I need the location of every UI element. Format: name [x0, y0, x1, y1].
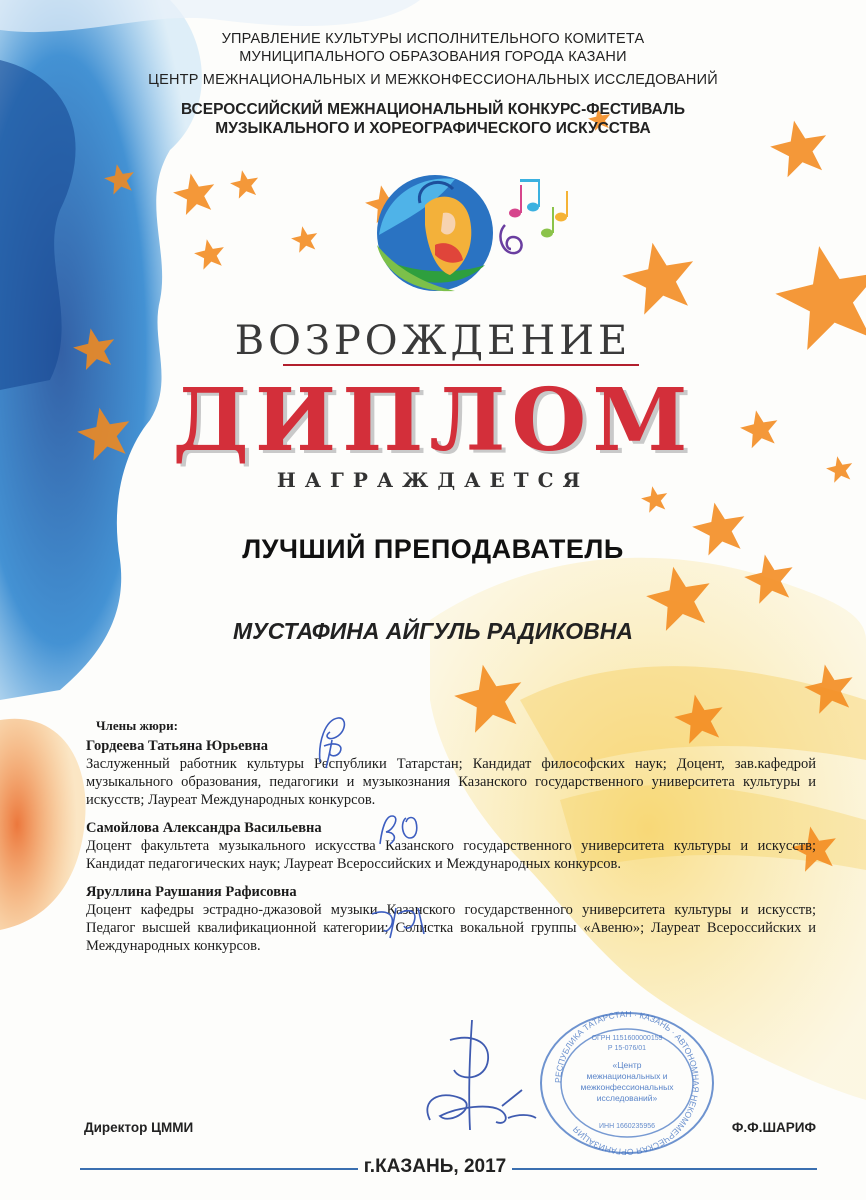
jury-member-description: Доцент факультета музыкального искусства Казанского государственного университета культуры и искусств; Кандидат педагогических наук; Лауреат Всероссийских и Международных конкурсов.: [86, 838, 816, 872]
stamp-center-line-1: «Центр: [612, 1060, 642, 1070]
festival-logo-icon: [365, 165, 575, 295]
jury-signature-2: [372, 808, 432, 852]
star-icon: [104, 164, 134, 194]
award-title: ЛУЧШИЙ ПРЕПОДАВАТЕЛЬ: [242, 534, 624, 564]
jury-section: [86, 717, 816, 965]
jury-member-name: Гордеева Татьяна Юрьевна: [86, 738, 268, 754]
director-name: Ф.Ф.ШАРИФ: [731, 1120, 816, 1135]
header-line-2: МУНИЦИПАЛЬНОГО ОБРАЗОВАНИЯ ГОРОДА КАЗАНИ: [239, 49, 627, 65]
jury-member: [86, 737, 816, 809]
official-stamp: [532, 1008, 722, 1158]
recipient-name: МУСТАФИНА АЙГУЛЬ РАДИКОВНА: [233, 618, 633, 644]
jury-signature-3: [368, 900, 438, 940]
awarded-label: НАГРАЖДАЕТСЯ: [276, 468, 590, 492]
star-icon: [804, 665, 852, 714]
jury-member: [86, 819, 816, 873]
jury-signature-1: [300, 712, 370, 772]
diploma-title: ДИПЛОМ: [172, 370, 694, 471]
title-divider: [283, 364, 639, 366]
jury-member-name: Яруллина Раушания Рафисовна: [86, 884, 297, 900]
jury-member-description: Доцент кафедры эстрадно-джазовой музыки Казанского государственного университета культуры и искусств; Педагог высшей квалификационной категории; Солистка вокальной группы «Авеню»; Лауреат Всероссийских и Международных конкурсов.: [86, 902, 816, 954]
stamp-center-line-2: межнациональных и: [586, 1071, 668, 1081]
star-icon: [291, 226, 317, 252]
stamp-center-line-4: исследований»: [596, 1093, 658, 1103]
stamp-code-inn: ИНН 1660235956: [598, 1123, 656, 1130]
stamp-center-line-3: межконфессиональных: [580, 1082, 674, 1092]
stamp-ring-text: РЕСПУБЛИКА ТАТАРСТАН · КАЗАНЬ · АВТОНОМНАЯ НЕКОММЕРЧЕСКАЯ ОРГАНИЗАЦИЯ: [552, 1008, 702, 1158]
star-icon: [622, 243, 693, 315]
city-year: г.КАЗАНЬ, 2017: [363, 1156, 507, 1177]
header-line-1: УПРАВЛЕНИЕ КУЛЬТУРЫ ИСПОЛНИТЕЛЬНОГО КОМИТЕТА: [221, 31, 645, 47]
stamp-code-reg: Р 15-076/01: [607, 1045, 647, 1052]
footer-divider-left: [80, 1168, 358, 1170]
header-organization: [0, 30, 866, 66]
jury-member: [86, 883, 816, 955]
header-line-5: МУЗЫКАЛЬНОГО И ХОРЕОГРАФИЧЕСКОГО ИСКУССТВА: [215, 120, 651, 137]
footer-divider-right: [512, 1168, 817, 1170]
header-festival: [0, 100, 866, 138]
star-icon: [194, 239, 224, 269]
jury-member-name: Самойлова Александра Васильевна: [86, 820, 322, 836]
star-icon: [173, 173, 214, 215]
director-signature: [410, 1010, 550, 1140]
header-line-4: ВСЕРОССИЙСКИЙ МЕЖНАЦИОНАЛЬНЫЙ КОНКУРС-ФЕСТИВАЛЬ: [180, 101, 686, 118]
director-label: Директор ЦММИ: [84, 1120, 194, 1135]
star-icon: [230, 170, 258, 198]
festival-name: ВОЗРОЖДЕНИЕ: [234, 318, 632, 364]
jury-member-description: Заслуженный работник культуры Республики Татарстан; Кандидат философских наук; Доцент, зав.кафедрой музыкального образования, педагогики и музыкознания Казанского государственного университета культуры и искусств; Лауреат Международных конкурсов.: [86, 756, 816, 808]
stamp-code-ogrn: ОГРН 1151600000159: [591, 1035, 663, 1042]
jury-label: Члены жюри:: [96, 718, 178, 733]
header-line-3: ЦЕНТР МЕЖНАЦИОНАЛЬНЫХ И МЕЖКОНФЕССИОНАЛЬНЫХ ИССЛЕДОВАНИЙ: [148, 72, 718, 88]
